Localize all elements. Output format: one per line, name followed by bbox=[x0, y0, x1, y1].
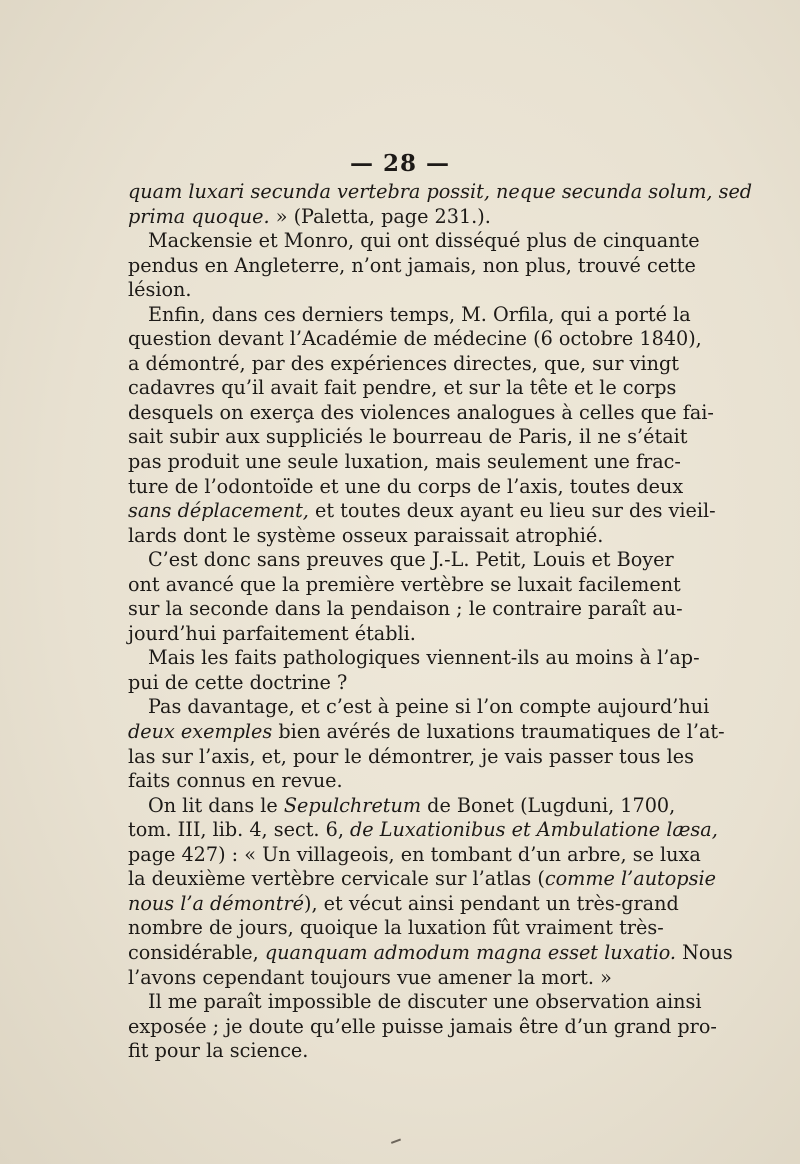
text-run: lards dont le système osseux paraissait atrophié. bbox=[128, 523, 604, 547]
text-run: Nous bbox=[676, 940, 733, 964]
italic-text: de Luxationibus et Ambulatione læsa, bbox=[350, 818, 718, 842]
italic-text: nous l’a démontré bbox=[128, 891, 304, 915]
text-run: page 427) : « Un villageois, en tombant d’un arbre, se luxa bbox=[128, 842, 701, 866]
text-run: sait subir aux suppliciés le bourreau de Paris, il ne s’était bbox=[128, 425, 688, 449]
text-line bbox=[128, 572, 681, 598]
text-run: jourd’hui parfaitement établi. bbox=[128, 621, 416, 645]
italic-text: prima quoque. bbox=[128, 204, 270, 228]
text-run: bien avérés de luxations traumatiques de l’at- bbox=[272, 720, 725, 744]
text-line bbox=[128, 400, 714, 426]
text-line bbox=[128, 376, 677, 401]
text-run: sur la seconde dans la pendaison ; le contraire paraît au- bbox=[128, 597, 683, 621]
text-line bbox=[128, 1014, 717, 1040]
italic-text: Sepulchretum bbox=[283, 793, 422, 817]
text-run: Mais les faits pathologiques viennent-ils au moins à l’ap- bbox=[148, 646, 700, 670]
text-line bbox=[128, 966, 638, 991]
italic-text: sans déplacement, bbox=[128, 499, 309, 523]
text-line bbox=[128, 793, 676, 819]
text-line bbox=[128, 450, 681, 475]
text-run: On lit dans le bbox=[148, 793, 284, 817]
text-line bbox=[128, 646, 700, 671]
page-text bbox=[128, 180, 753, 1064]
text-run: question devant l’Académie de médecine (6 octobre 1840), bbox=[128, 327, 702, 351]
text-line bbox=[128, 916, 664, 941]
text-line bbox=[128, 1039, 638, 1064]
text-run: exposée ; je doute qu’elle puisse jamais être d’un grand pro- bbox=[128, 1014, 717, 1038]
text-run: C’est donc sans preuves que J.-L. Petit, Louis et Boyer bbox=[148, 548, 674, 572]
italic-text: deux exemples bbox=[128, 720, 273, 744]
text-run: a démontré, par des expériences directes, que, sur vingt bbox=[128, 351, 679, 375]
text-line bbox=[128, 720, 725, 745]
text-run: desquels on exerça des violences analogues à celles que fai- bbox=[128, 400, 714, 424]
text-line bbox=[128, 351, 679, 377]
text-run: pendus en Angleterre, n’ont jamais, non plus, trouvé cette bbox=[128, 253, 696, 277]
text-run: ont avancé que la première vertèbre se luxait facilement bbox=[128, 572, 681, 596]
text-line bbox=[128, 180, 753, 205]
italic-text: quanquam admodum magna esset luxatio. bbox=[264, 940, 677, 964]
text-line bbox=[128, 278, 638, 303]
text-run: ), et vécut ainsi pendant un très-grand bbox=[303, 891, 679, 915]
text-line bbox=[128, 302, 691, 328]
text-line bbox=[128, 499, 716, 524]
text-run: et toutes deux ayant eu lieu sur des vieil- bbox=[308, 499, 716, 523]
text-line bbox=[128, 769, 638, 794]
text-run: Mackensie et Monro, qui ont disséqué plus de cinquante bbox=[148, 229, 700, 253]
text-run: » (Paletta, page 231.). bbox=[269, 204, 491, 228]
text-line bbox=[128, 695, 710, 720]
text-run: tom. III, lib. 4, sect. 6, bbox=[128, 818, 351, 842]
text-line bbox=[128, 524, 638, 549]
text-line bbox=[128, 474, 684, 500]
text-line bbox=[128, 425, 688, 450]
text-line bbox=[128, 548, 674, 573]
text-run: l’avons cependant toujours vue amener la mort. » bbox=[128, 965, 612, 989]
text-line bbox=[128, 253, 696, 279]
text-run: ture de l’odontoïde et une du corps de l’axis, toutes deux bbox=[128, 474, 684, 498]
text-line bbox=[128, 622, 638, 647]
text-line bbox=[128, 205, 638, 230]
italic-text: quam luxari secunda vertebra possit, neque secunda solum, sed bbox=[128, 180, 753, 203]
text-run: las sur l’axis, et, pour le démontrer, je vais passer tous les bbox=[128, 744, 694, 768]
text-run: nombre de jours, quoique la luxation fût vraiment très- bbox=[128, 916, 664, 940]
text-run: de Bonet (Lugduni, 1700, bbox=[421, 793, 676, 817]
text-line bbox=[128, 327, 702, 352]
text-run: faits connus en revue. bbox=[128, 769, 343, 793]
text-line bbox=[128, 671, 638, 696]
text-line bbox=[128, 990, 702, 1015]
text-run: lésion. bbox=[128, 278, 192, 302]
text-run: la deuxième vertèbre cervicale sur l’atlas ( bbox=[128, 867, 545, 891]
text-run: pui de cette doctrine ? bbox=[128, 670, 348, 694]
text-run: fit pour la science. bbox=[128, 1039, 309, 1063]
text-run: cadavres qu’il avait fait pendre, et sur la tête et le corps bbox=[128, 376, 677, 400]
text-run: considérable, bbox=[128, 940, 265, 964]
text-line bbox=[128, 891, 679, 917]
text-line bbox=[128, 229, 700, 254]
page-number: — 28 — bbox=[349, 150, 451, 177]
text-run: pas produit une seule luxation, mais seulement une frac- bbox=[128, 450, 681, 474]
text-run: Il me paraît impossible de discuter une observation ainsi bbox=[148, 990, 702, 1014]
text-line bbox=[128, 597, 683, 622]
italic-text: comme l’autopsie bbox=[544, 867, 716, 891]
text-run: Enfin, dans ces derniers temps, M. Orfila, qui a porté la bbox=[148, 302, 691, 326]
text-line bbox=[128, 940, 733, 966]
text-line bbox=[128, 842, 701, 868]
text-line bbox=[128, 744, 694, 770]
text-line bbox=[128, 818, 718, 843]
text-line bbox=[128, 867, 716, 892]
stain-mark bbox=[391, 1139, 403, 1150]
text-run: Pas davantage, et c’est à peine si l’on compte aujourd’hui bbox=[148, 695, 710, 719]
